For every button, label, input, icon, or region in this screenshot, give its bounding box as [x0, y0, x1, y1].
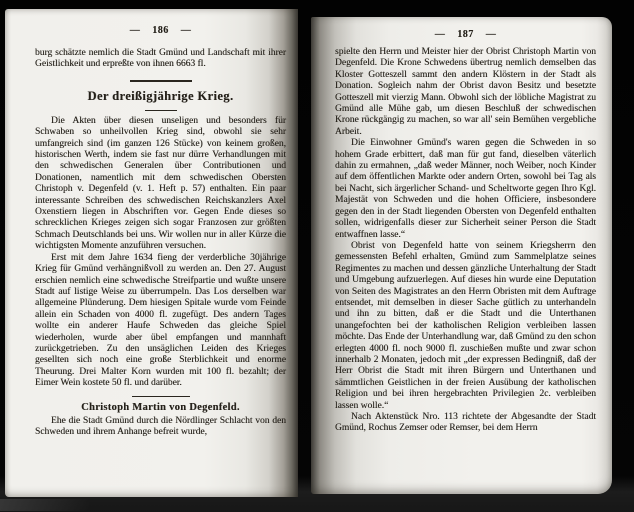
section-divider-rule [132, 396, 190, 397]
right-paragraph-4: Nach Aktenstück Nro. 113 richtete der Abgesandte der Stadt Gmünd, Rochus Zemser oder Remser, bei dem Herrn [335, 412, 596, 434]
right-paragraph-1: spielte den Herrn und Meister hier der Obrist Christoph Martin von Degenfeld. Die Krone Schwedens übertrug nemlich demselben das Kloster Gotteszell sammt den andern Klöstern in der Stadt als Donation. Sogleich nahm der Obrist davon Besitz und besetzte Gotteszell mit vierzig Mann. Obwohl sich der löbliche Magistrat zu Gmünd alle Mühe gab, um diesen Beschluß der schwedischen Krone rückgängig zu machen, so war all' sein Bemühen vergebliche Arbeit. [335, 47, 596, 137]
scan-floor-smudge [0, 499, 90, 511]
left-page [5, 9, 298, 497]
right-paragraph-3: Obrist von Degenfeld hatte von seinem Kriegsherrn den gemessensten Befehl erhalten, Gmünd zum Sammelplatze seines Regimentes zu machen und dessen gänzliche Unterhaltung der Stadt und Umgebung aufzuerlegen. Auf dieses hin wurde eine Deputation von Seiten des Magistrates an den Herrn Obristen mit dem Auftrage entsendet, mit demselben in dieser Sache gütlich zu unterhandeln und ihn zu bitten, daß er die Stadt und die Unterthanen unangefochten bei der katholischen Religion verbleiben lassen möchte. Das Ende der Unterhandlung war, daß Gmünd zu den schon erlegten 4000 fl. noch 9000 fl. zuschießen mußte und zwar schon innerhalb 2 Monaten, jedoch mit „der expressen Bedingniß, daß der Herr Obrist die Stadt mit ihren Bürgern und Unterthanen und sämmtlichen Geistlichen in der freien Ausübung der katholischen Religion und bei ihren hergebrachten Privilegien 2c. verbleiben lassen wolle.“ [335, 240, 596, 411]
chapter-heading: Der dreißigjährige Krieg. [87, 88, 234, 103]
right-page-number: — 187 — [434, 29, 497, 40]
section-heading: Christoph Martin von Degenfeld. [81, 401, 240, 413]
left-paragraph-2: Erst mit dem Jahre 1634 fieng der verderbliche 30jährige Krieg für Gmünd verhängnißvoll zu werden an. Den 27. August erschien nemlich eine schwedische Streifpartie und wußte unsere Stadt auf listige Weise zu überrumpeln. Das Los derselben war allgemeine Plünderung. Dem hiesigen Spitale wurde vom Feinde allein ein Schaden von 4000 fl. zugefügt. Des andern Tages wollte ein anderer Haufe Schweden das gleiche Spiel wiederholen, wurde aber übel empfangen und mannhaft zurückgetrieben. Zu den unsäglichen Leiden des Krieges gesellten sich noch eine große Sterblichkeit und enorme Theurung. Drei Malter Korn wurden mit 100 fl. bezahlt; der Eimer Wein kostete 50 fl. und darüber. [35, 252, 286, 389]
left-continuation-paragraph: burg schätzte nemlich die Stadt Gmünd und Landschaft mit ihrer Geistlichkeit und erpreßte von ihnen 6663 fl. [35, 48, 286, 70]
left-paragraph-1: Die Akten über diesen unseligen und besonders für Schwaben so unheilvollen Krieg sind, obwohl sie sehr umfangreich sind (im ganzen 126 Stücke) von keinem großen, historischen Werth, indem sie fast nur dürre Verhandlungen mit den schwedischen Generalen über Contributionen und Donationen, namentlich mit dem schwedischen Obersten Christoph v. Degenfeld (v. 1. Heft p. 57) enthalten. Ein paar interessante Schreiben des schwedischen Reichskanzlers Axel Oxenstiern liegen in Abschriften vor. Gegen Ende dieses so schrecklichen Krieges zeigen sich sogar Franzosen zur größten Schmach Deutschlands bei uns. Wir wollen nur in aller Kürze die wichtigsten Momente anzuführen versuchen. [35, 115, 286, 252]
left-section-opening-paragraph: Ehe die Stadt Gmünd durch die Nördlinger Schlacht von den Schweden und ihrem Anhange befreit wurde, [35, 415, 286, 437]
right-paragraph-2: Die Einwohner Gmünd's waren gegen die Schweden in so hohem Grade erbittert, daß man für gut fand, dieselben väterlich dahin zu ermahnen, „daß weder Männer, noch Weiber, noch Kinder auf dem öffentlichen Markte oder andern Orten, sowohl bei Tag als bei Nacht, sich ärgerlicher Schand- und Scheltworte gegen Ihro Kgl. Majestät von Schweden und die hohen Officiere, insbesondere gegen den in der Stadt liegenden Obersten von Degenfeld enthalten sollen, widrigenfalls dieser zur Sicherheit seiner Person die Stadt entwaffnen lasse.“ [335, 138, 596, 240]
chapter-heading-underline-rule [145, 110, 177, 111]
right-page [311, 17, 612, 494]
left-page-number: — 186 — [129, 25, 192, 36]
chapter-divider-rule [130, 80, 192, 82]
